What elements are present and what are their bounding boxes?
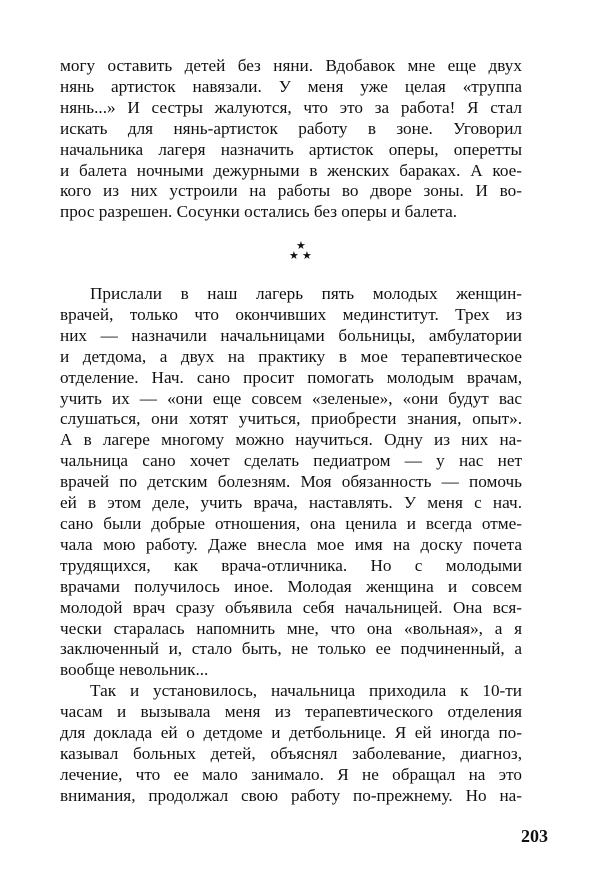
text-line: чала мою работу. Даже внесла мое имя на доску почета xyxy=(60,534,522,554)
text-line: и балета ночными дежурными в женских бараках. А кое- xyxy=(60,160,522,180)
text-line: часам и вызывала меня из терапевтического отделения xyxy=(60,702,522,722)
text-line: Прислали в наш лагерь пять молодых женщин- xyxy=(90,284,522,303)
text-line: врачами получилось иное. Молодая женщина и совсем xyxy=(60,576,522,596)
text-line: начальника лагеря назначить артисток оперы, оперетты xyxy=(60,139,522,159)
text-line: трудящихся, как врача-отличника. Но с молодыми xyxy=(60,555,522,575)
text-line: отделение. Нач. сано просит помогать молодым врачам, xyxy=(60,367,522,387)
star-icon: ★ xyxy=(296,239,306,252)
text-line: прос разрешен. Сосунки остались без оперы и балета. xyxy=(60,202,458,222)
text-line: для доклада ей о детдоме и детбольнице. Я ей иногда по- xyxy=(60,723,522,743)
text-line: и детдома, а двух на практику в мое терапевтическое xyxy=(60,346,522,366)
text-line: ей в этом деле, учить врача, наставлять. У меня с нач. xyxy=(60,493,522,513)
text-line: казывал больных детей, объяснял заболевание, диагноз, xyxy=(60,743,522,763)
text-line: врачей, только что окончивших мединститут. Трех из xyxy=(60,304,522,324)
text-line: сано были добрые отношения, она ценила и всегда отме- xyxy=(60,513,522,533)
text-line: искать для нянь-артисток работу в зоне. Уговорил xyxy=(60,118,522,138)
text-line: внимания, продолжал свою работу по-прежнему. Но на- xyxy=(60,785,522,805)
text-line: Так и установилось, начальница приходила к 10-ти xyxy=(90,681,522,701)
paragraph-nannies xyxy=(60,56,522,223)
text-line: кого из них устроили на работы во дворе зоны. И во- xyxy=(60,181,522,201)
text-line: учить их — «они еще совсем «зеленые», «они будут вас xyxy=(60,388,522,408)
text-line: лечение, что ее мало занимало. Я не обращал на это xyxy=(60,764,522,784)
text-line: чальница сано хочет сделать педиатром — у нас нет xyxy=(60,451,522,471)
paragraph-young-doctors xyxy=(60,284,522,807)
text-line: заключенный и, стало быть, не только ее подчиненный, а xyxy=(60,639,522,659)
text-line: молодой врач сразу объявила себя начальницей. Она вся- xyxy=(60,597,522,617)
text-line: врачей по детским болезням. Моя обязанность — помочь xyxy=(60,472,522,492)
text-line: нянь...» И сестры жалуются, что это за работа! Я стал xyxy=(60,97,522,117)
three-stars-icon xyxy=(281,240,321,264)
page-number: 203 xyxy=(521,826,548,846)
text-line: могу оставить детей без няни. Вдобавок мне еще двух xyxy=(60,56,522,75)
star-icon: ★ xyxy=(289,249,299,262)
text-line: чески старалась напомнить мне, что она «вольная», а я xyxy=(60,618,522,638)
text-line: А в лагере многому можно научиться. Одну из них на- xyxy=(60,430,522,450)
text-line: них — назначили начальницами больницы, амбулатории xyxy=(60,325,522,345)
text-line: слушаться, они хотят учиться, приобрести знания, опыт». xyxy=(60,409,522,429)
star-icon: ★ xyxy=(302,249,312,262)
text-line: нянь артисток навязали. У меня уже целая «труппа xyxy=(60,76,522,96)
text-line: вообще невольник... xyxy=(60,660,209,680)
